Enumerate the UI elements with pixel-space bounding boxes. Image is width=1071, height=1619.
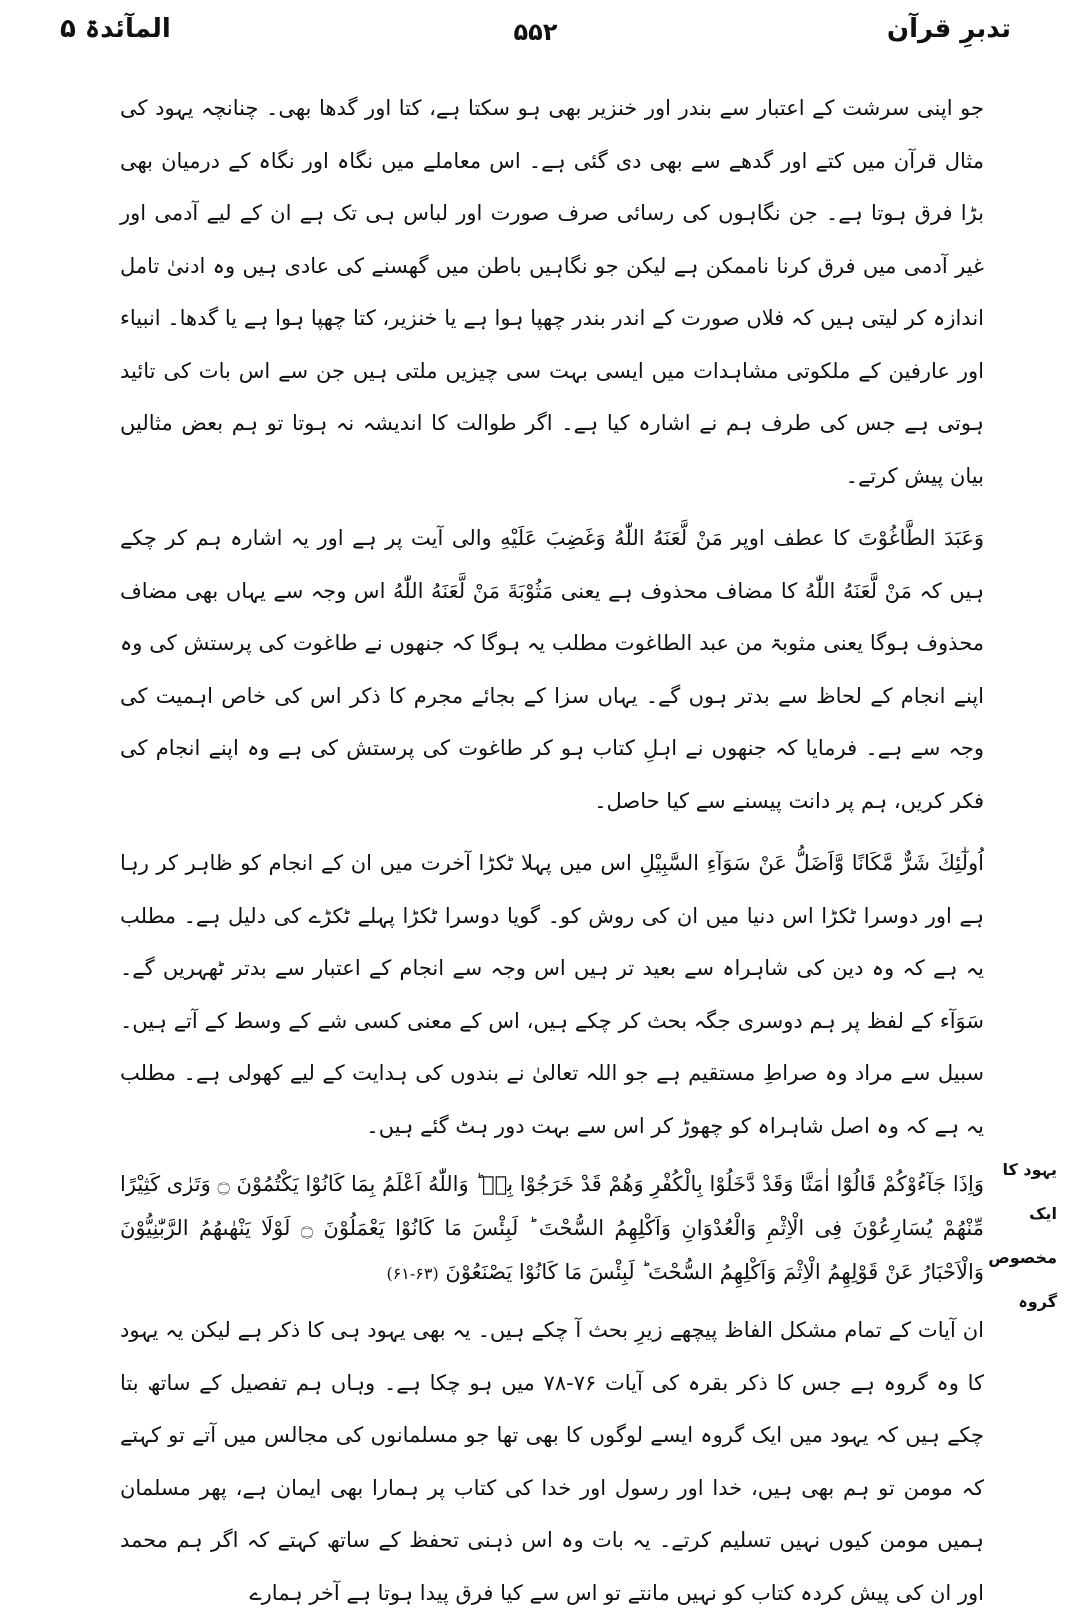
paragraph-4: ان آیات کے تمام مشکل الفاظ پیچھے زیرِ بحث آ چکے ہیں۔ یہ بھی یہود ہی کا ذکر ہے لیکن یہ یہود کا وہ گروہ ہے جس کا ذکر بقرہ کی آیات ۷۶-۷۸ میں ہو چکا ہے۔ وہاں ہم تفصیل کے ساتھ بتا چکے ہیں کہ یہود میں ایک گروہ ایسے لوگوں کا بھی تھا جو مسلمانوں کی مجالس میں آتے تو کہتے کہ مومن تو ہم بھی ہیں، خدا اور رسول اور خدا کی کتاب پر ہمارا بھی ایمان ہے، پھر مسلمان ہمیں مومن کیوں نہیں تسلیم کرتے۔ یہ بات وہ اس ذہنی تحفظ کے ساتھ کہتے کہ اگر ہم محمد اور ان کی پیش کردہ کتاب کو نہیں مانتے تو اس سے کیا فرق پیدا ہوتا ہے آخر ہمارے [120, 1318, 984, 1605]
book-title: تدبرِ قرآن [886, 14, 1011, 44]
paragraph-3 [120, 837, 984, 1152]
running-header [60, 14, 1011, 54]
quran-text: وَاِذَا جَآءُوْكُمْ قَالُوْٓا اٰمَنَّا وَقَدْ دَّخَلُوْا بِالْكُفْرِ وَهُمْ قَدْ خَرَجُوْا بِهٖ ؕ وَاللّٰهُ اَعْلَمُ بِمَا كَانُوْا يَكْتُمُوْنَ ۝ وَتَرٰى كَثِيْرًا مِّنْهُمْ يُسَارِعُوْنَ فِى الْاِثْمِ وَالْعُدْوَانِ وَاَكْلِهِمُ السُّحْتَ ؕ لَبِئْسَ مَا كَانُوْا يَعْمَلُوْنَ ۝ لَوْلَا يَنْهٰىهُمُ الرَّبّٰنِيُّوْنَ وَالْاَحْبَارُ عَنْ قَوْلِهِمُ الْاِثْمَ وَاَكْلِهِمُ السُّحْتَ ؕ لَبِئْسَ مَا كَانُوْا يَصْنَعُوْنَ [120, 1172, 985, 1284]
paragraph-3-text: اس میں پہلا ٹکڑا آخرت میں ان کے انجام کو ظاہر کر رہا ہے اور دوسرا ٹکڑا اس دنیا میں ان کی روش کو۔ گویا دوسرا ٹکڑا پہلے ٹکڑے کی دلیل ہے۔ مطلب یہ ہے کہ وہ دین کی شاہراہ سے بعید تر ہیں اس وجہ سے انجام کے اعتبار سے بدتر ٹھہریں گے۔ سَوَآء کے لفظ پر ہم دوسری جگہ بحث کر چکے ہیں، اس کے معنی کسی شے کے وسط کے آتے ہیں۔ سبیل سے مراد وہ صراطِ مستقیم ہے جو اللہ تعالیٰ نے بندوں کی ہدایت کے لیے کھولی ہے۔ مطلب یہ ہے کہ وہ اصل شاہراہ کو چھوڑ کر اس سے بہت دور ہٹ گئے ہیں۔ [120, 851, 984, 1138]
surah-name: المآئدۃ ۵ [60, 14, 171, 44]
ayah-quote: اُولٰٓئِكَ شَرٌّ مَّكَانًا وَّاَضَلُّ عَنْ سَوَآءِ السَّبِيْلِ [639, 851, 984, 875]
paragraph-1: جو اپنی سرشت کے اعتبار سے بندر اور خنزیر بھی ہو سکتا ہے، کتا اور گدھا بھی۔ چنانچہ یہود کی مثال قرآن میں کتے اور گدھے سے بھی دی گئی ہے۔ اس معاملے میں نگاہ اور نگاہ کے درمیان بھی بڑا فرق ہوتا ہے۔ جن نگاہوں کی رسائی صرف صورت اور لباس ہی تک ہے ان کے لیے آدمی اور غیر آدمی میں فرق کرنا ناممکن ہے لیکن جو نگاہیں باطن میں گھسنے کی عادی ہیں وہ ادنیٰ تامل اندازہ کر لیتی ہیں کہ فلاں صورت کے اندر بندر چھپا ہوا ہے یا خنزیر، کتا چھپا ہوا ہے یا گدھا۔ انبیاء اور عارفین کے ملکوتی مشاہدات میں ایسی بہت سی چیزیں ملتی ہیں جن سے اس بات کی تائید ہوتی ہے جس کی طرف ہم نے اشارہ کیا ہے۔ اگر طوالت کا اندیشہ نہ ہوتا تو ہم بعض مثالیں بیان پیش کرتے۔ [120, 96, 984, 488]
quran-verses [120, 1162, 984, 1296]
margin-heading: یہود کا ایک مخصوص گروہ [988, 1160, 1057, 1311]
body-text [120, 82, 984, 1619]
paragraph-2-text: کا عطف اوپر مَنْ لَّعَنَهُ اللّٰهُ وَغَضِبَ عَلَيْهِ والی آیت پر ہے اور یہ اشارہ ہم کر چکے ہیں کہ مَنْ لَّعَنَهُ اللّٰهُ کا مضاف محذوف ہے یعنی مَثُوْبَةَ مَنْ لَّعَنَهُ اللّٰهُ اس وجہ سے یہاں بھی مضاف محذوف ہوگا یعنی مثوبۃ من عبد الطاغوت مطلب یہ ہوگا کہ جنھوں نے طاغوت کی پرستش کی وہ اپنے انجام کے لحاظ سے بدتر ہوں گے۔ یہاں سزا کے بجائے مجرم کا ذکر اس کی خاص اہمیت کی وجہ سے ہے۔ فرمایا کہ جنھوں نے اہلِ کتاب ہو کر طاغوت کی پرستش کی ہے وہ اپنے انجام کی فکر کریں، ہم پر دانت پیسنے سے کیا حاصل۔ [120, 526, 984, 813]
paragraph-2 [120, 512, 984, 827]
ayah-quote: وَعَبَدَ الطَّاغُوْتَ [858, 526, 984, 550]
verse-reference: (۶۱-۶۳) [386, 1264, 439, 1283]
page-number: ۵۵۲ [513, 18, 558, 46]
